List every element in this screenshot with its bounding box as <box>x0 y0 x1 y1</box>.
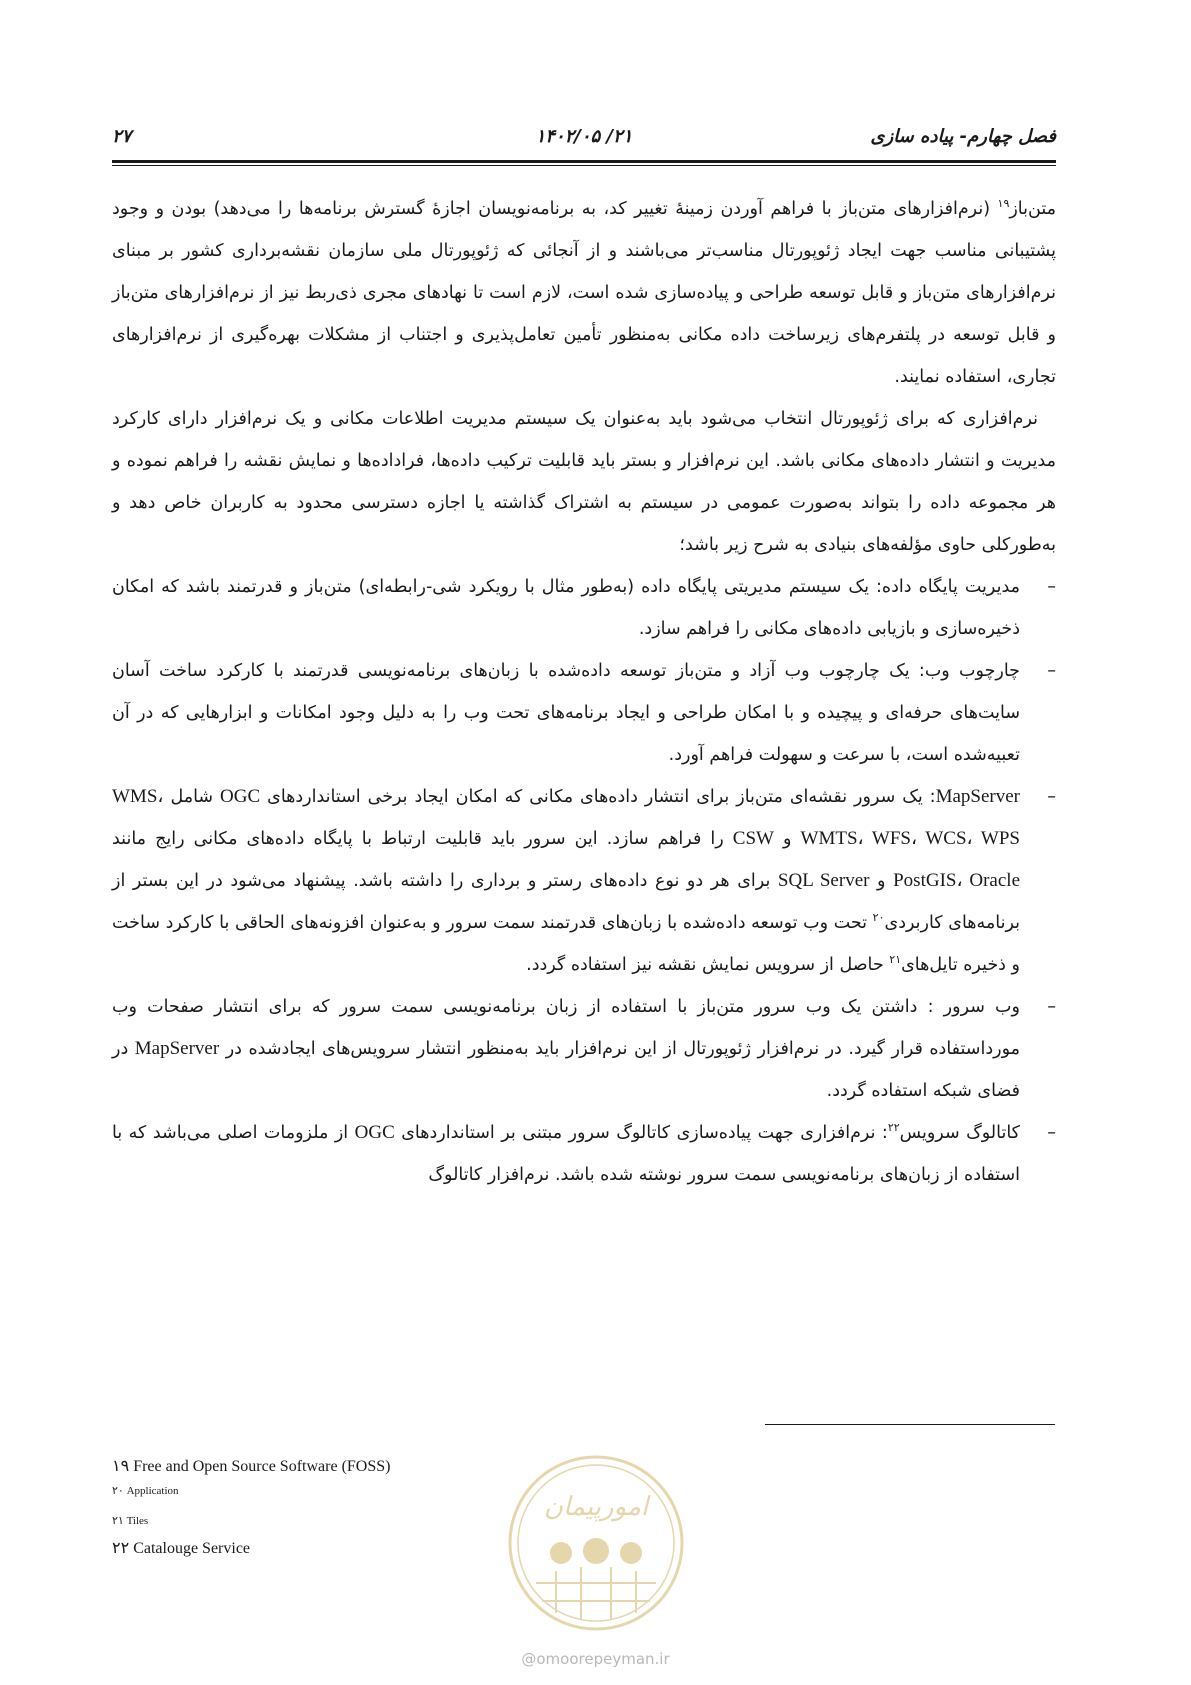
chapter-title: فصل چهارم- پیاده سازی <box>870 126 1056 147</box>
paragraph-2: نرم‌افزاری که برای ژئوپورتال انتخاب می‌شود باید به‌عنوان یک سیستم مدیریت اطلاعات مکانی و یک نرم‌افزار دارای کارکرد مدیریت و انتشار داده‌های مکانی باشد. این نرم‌افزار و بستر باید قابلیت ترکیب داده‌ها، فراداده‌ها و نمایش نقشه را فراهم نموده و هر مجموعه داده را بتواند به‌صورت عمومی در سیستم به اشتراک گذاشته یا اجازه دسترسی محدود به کاربران خاص دهد و به‌طورکلی حاوی مؤلفه‌های بنیادی به شرح زیر باشد؛ <box>112 409 1056 555</box>
body-text <box>112 188 1056 1196</box>
footnote-19: ۱۹ Free and Open Source Software (FOSS) <box>112 1458 391 1475</box>
footnote-ref-20[interactable]: ۲۰ <box>872 911 885 925</box>
component-list <box>112 566 1056 1196</box>
dash-bullet: – <box>1047 787 1056 807</box>
watermark-url: @omoorepeyman.ir <box>521 1650 670 1668</box>
footnote-separator <box>765 1424 1055 1425</box>
footnote-22: ۲۲ Catalouge Service <box>112 1540 251 1557</box>
footnote-20: ۲۰ Application <box>112 1485 179 1497</box>
header-date: ۲۱/ ۱۴۰۲/۰۵ <box>535 126 633 147</box>
list-item-catalog-service: – کاتالوگ سرویس$^{۲۲}$: نرم‌افزاری جهت پیاده‌سازی کاتالوگ سرور مبتنی بر استانداردهای OGC از ملزومات اصلی می‌باشد که با استفاده از زبان‌های برنامه‌نویسی سمت سرور نوشته شده باشد. نرم‌افزار کاتالوگ <box>112 1112 1056 1196</box>
page-number: ۲۷ <box>112 126 132 147</box>
list-item-database: – مدیریت پایگاه داده: یک سیستم مدیریتی پایگاه داده (به‌طور مثال با رویکرد شی-رابطه‌ای) متن‌باز و قدرتمند باشد که امکان ذخیره‌سازی و بازیابی داده‌های مکانی را فراهم سازد. <box>112 566 1056 650</box>
footnote-21: ۲۱ Tiles <box>112 1515 149 1527</box>
list-item-web-framework: – چارچوب وب: یک چارچوب وب آزاد و متن‌باز توسعه داده‌شده با زبان‌های برنامه‌نویسی قدرتمند با کارکرد ساخت آسان سایت‌های حرفه‌ای و پیچیده و با امکان طراحی و ایجاد برنامه‌های تحت وب را به دلیل وجود امکانات و ابزارهایی که در آن تعبیه‌شده است، با سرعت و سهولت فراهم آورد. <box>112 650 1056 776</box>
header-rule-thick <box>112 160 1056 163</box>
dash-bullet: – <box>1047 577 1056 597</box>
seal-text: امورپیمان <box>543 1492 649 1522</box>
paragraph-1: متن‌باز$^{۱۹}$ (نرم‌افزارهای متن‌باز با فراهم آوردن زمینهٔ تغییر کد، به برنامه‌نویسان اجازهٔ گسترش برنامه‌ها را می‌دهد) بودن و وجود پشتیبانی مناسب جهت ایجاد ژئوپورتال مناسب‌تر می‌باشند و از آنجائی که ژئوپورتال ملی سازمان نقشه‌برداری کشور بر مبنای نرم‌افزارهای متن‌باز و قابل توسعه طراحی و پیاده‌سازی شده است، لازم است تا نهادهای مجری ذی‌ربط نیز از نرم‌افزارهای متن‌باز و قابل توسعه در پلتفرم‌های زیرساخت داده مکانی به‌منظور تأمین تعامل‌پذیری و اجتناب از مشکلات بهره‌گیری از نرم‌افزارهای تجاری، استفاده نمایند. <box>112 197 1056 387</box>
footnote-ref-22[interactable]: ۲۲ <box>887 1121 900 1135</box>
seal-watermark-icon <box>506 1453 686 1633</box>
footnote-ref-21[interactable]: ۲۱ <box>889 953 902 967</box>
footnote-ref-19[interactable]: ۱۹ <box>997 197 1010 211</box>
page-header <box>112 126 1056 156</box>
dash-bullet: – <box>1047 1123 1056 1143</box>
header-rule-thin <box>112 165 1056 166</box>
dash-bullet: – <box>1047 661 1056 681</box>
dash-bullet: – <box>1047 997 1056 1017</box>
list-item-mapserver: – MapServer: یک سرور نقشه‌ای متن‌باز برای انتشار داده‌های مکانی که امکان ایجاد برخی استانداردهای OGC شامل WMS، WMTS، WFS، WCS، WPS و CSW را فراهم سازد. این سرور باید قابلیت ارتباط با پایگاه داده‌های مکانی رایج مانند PostGIS، Oracle و SQL Server برای هر دو نوع داده‌های رستر و برداری را داشته باشد. پیشنهاد می‌شود در این بستر از برنامه‌های کاربردی$^{۲۰}$ تحت وب توسعه داده‌شده با زبان‌های قدرتمند سمت سرور و به‌عنوان افزونه‌های الحاقی با کارکرد ساخت و ذخیره تایل‌های$^{۲۱}$ حاصل از سرویس نمایش نقشه نیز استفاده گردد. <box>112 776 1056 986</box>
list-item-web-server: – وب سرور : داشتن یک وب سرور متن‌باز با استفاده از زبان برنامه‌نویسی سمت سرور که برای انتشار صفحات وب مورداستفاده قرار گیرد. در نرم‌افزار ژئوپورتال از این نرم‌افزار باید به‌منظور انتشار سرویس‌های ایجادشده در MapServer در فضای شبکه استفاده گردد. <box>112 986 1056 1112</box>
